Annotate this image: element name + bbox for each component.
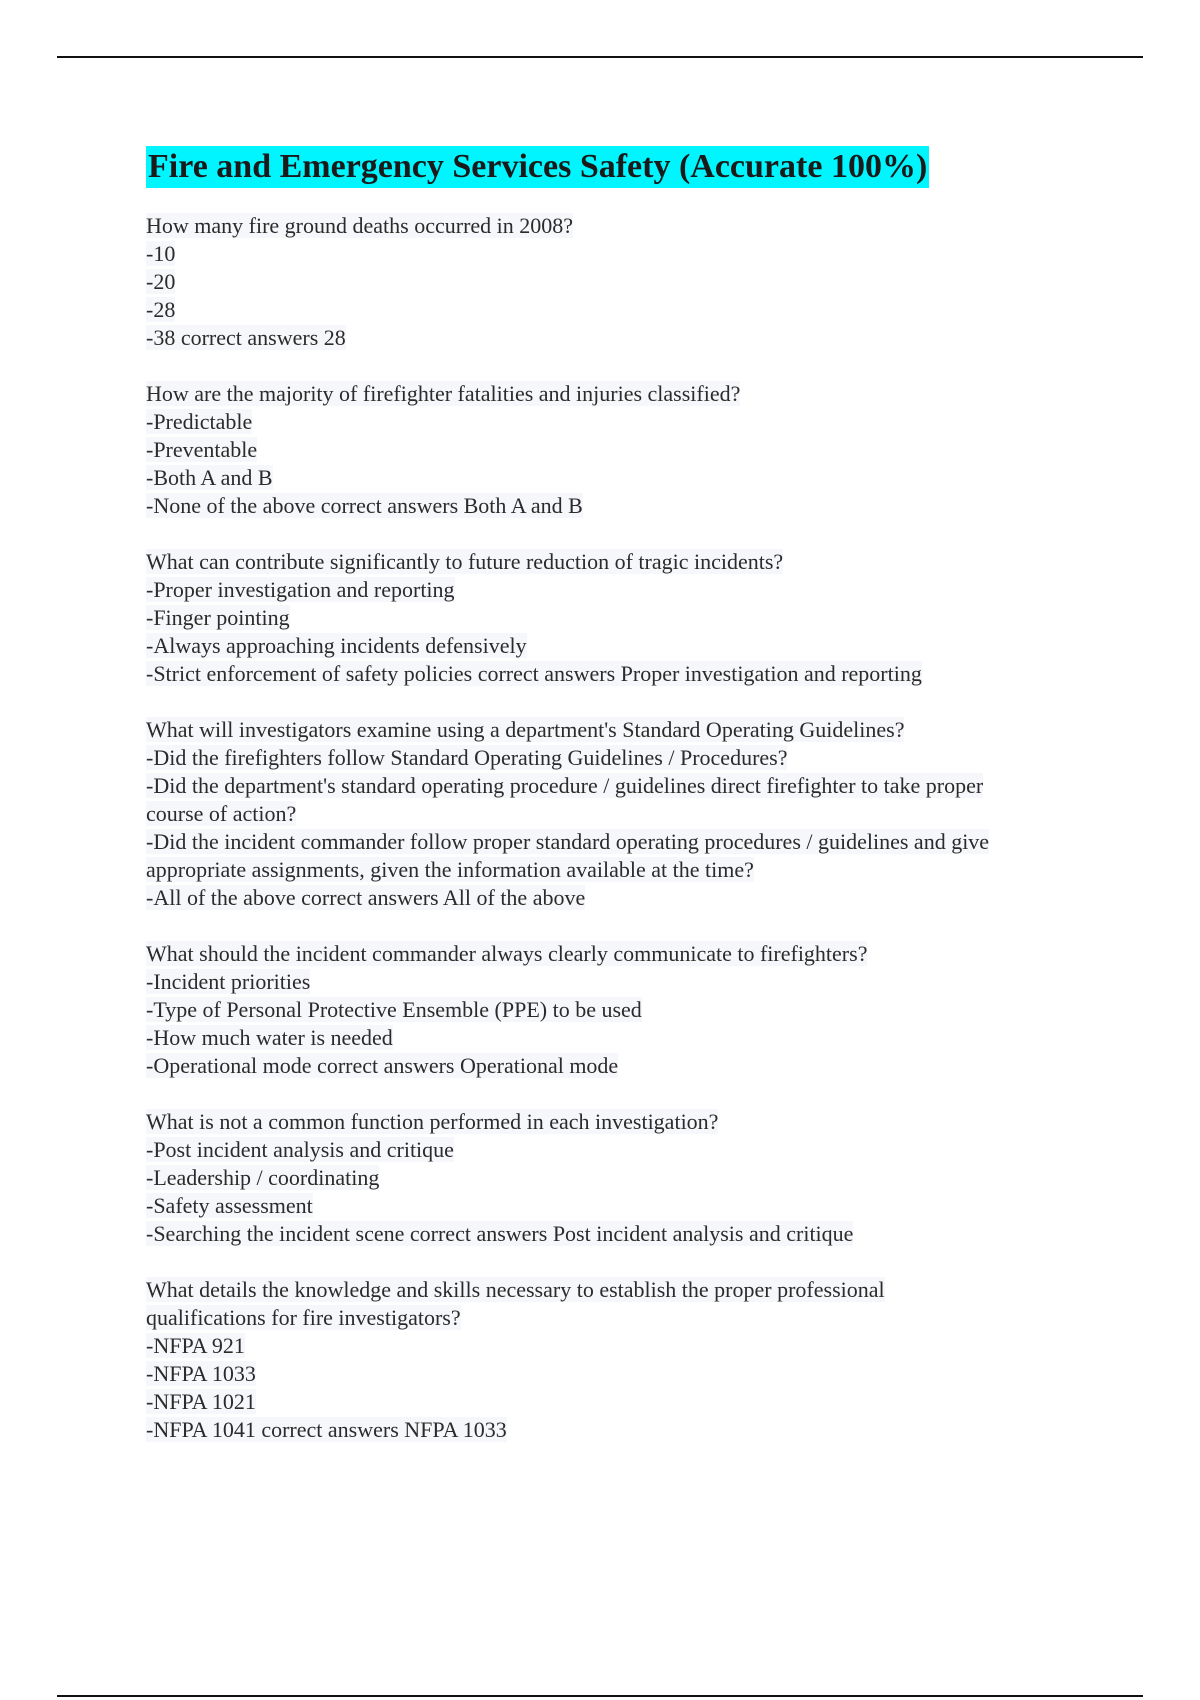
- question-text: How many fire ground deaths occurred in 2008?: [146, 213, 574, 238]
- answer-option: -Finger pointing: [146, 605, 290, 630]
- bottom-rule: [57, 1695, 1143, 1697]
- question-block-1: [146, 212, 1086, 352]
- answer-option: -NFPA 1021: [146, 1389, 256, 1414]
- answer-option: -Type of Personal Protective Ensemble (PPE) to be used: [146, 997, 642, 1022]
- question-block-2: [146, 380, 1086, 520]
- question-block-7: [146, 1276, 1086, 1444]
- answer-option: -Both A and B: [146, 465, 273, 490]
- answer-option-with-correct-answer: -Strict enforcement of safety policies correct answers Proper investigation and reporting: [146, 661, 922, 686]
- answer-option-with-correct-answer: -38 correct answers 28: [146, 325, 346, 350]
- document-title: Fire and Emergency Services Safety (Accurate 100%): [146, 146, 929, 188]
- question-text: What will investigators examine using a department's Standard Operating Guidelines?: [146, 717, 905, 742]
- answer-option: -Predictable: [146, 409, 253, 434]
- question-block-5: [146, 940, 1086, 1080]
- answer-option: -Always approaching incidents defensively: [146, 633, 527, 658]
- answer-option: -20: [146, 269, 176, 294]
- question-text: What can contribute significantly to future reduction of tragic incidents?: [146, 549, 784, 574]
- question-text: How are the majority of firefighter fatalities and injuries classified?: [146, 381, 741, 406]
- answer-option-with-correct-answer: -All of the above correct answers All of the above: [146, 885, 586, 910]
- question-text-continuation: qualifications for fire investigators?: [146, 1305, 461, 1330]
- answer-option: -28: [146, 297, 176, 322]
- question-text: What is not a common function performed in each investigation?: [146, 1109, 719, 1134]
- question-text: What should the incident commander always clearly communicate to firefighters?: [146, 941, 868, 966]
- answer-option: -Leadership / coordinating: [146, 1165, 380, 1190]
- answer-option: -Did the department's standard operating procedure / guidelines direct firefighter to take proper: [146, 773, 984, 798]
- answer-option-continuation: appropriate assignments, given the information available at the time?: [146, 857, 754, 882]
- question-block-4: [146, 716, 1086, 912]
- answer-option: -Proper investigation and reporting: [146, 577, 455, 602]
- answer-option: -NFPA 921: [146, 1333, 245, 1358]
- question-text: What details the knowledge and skills necessary to establish the proper professional: [146, 1277, 885, 1302]
- top-rule: [57, 56, 1143, 58]
- answer-option: -Did the firefighters follow Standard Operating Guidelines / Procedures?: [146, 745, 788, 770]
- answer-option: -Incident priorities: [146, 969, 311, 994]
- answer-option-continuation: course of action?: [146, 801, 297, 826]
- document-body: [146, 146, 1086, 1472]
- answer-option: -Post incident analysis and critique: [146, 1137, 454, 1162]
- answer-option-with-correct-answer: -NFPA 1041 correct answers NFPA 1033: [146, 1417, 507, 1442]
- question-block-6: [146, 1108, 1086, 1248]
- answer-option-with-correct-answer: -None of the above correct answers Both A and B: [146, 493, 583, 518]
- answer-option-with-correct-answer: -Operational mode correct answers Operational mode: [146, 1053, 619, 1078]
- answer-option-with-correct-answer: -Searching the incident scene correct answers Post incident analysis and critique: [146, 1221, 854, 1246]
- answer-option: -Preventable: [146, 437, 258, 462]
- question-block-3: [146, 548, 1086, 688]
- answer-option: -NFPA 1033: [146, 1361, 256, 1386]
- answer-option: -Did the incident commander follow proper standard operating procedures / guidelines and give: [146, 829, 990, 854]
- answer-option: -How much water is needed: [146, 1025, 393, 1050]
- answer-option: -Safety assessment: [146, 1193, 313, 1218]
- answer-option: -10: [146, 241, 176, 266]
